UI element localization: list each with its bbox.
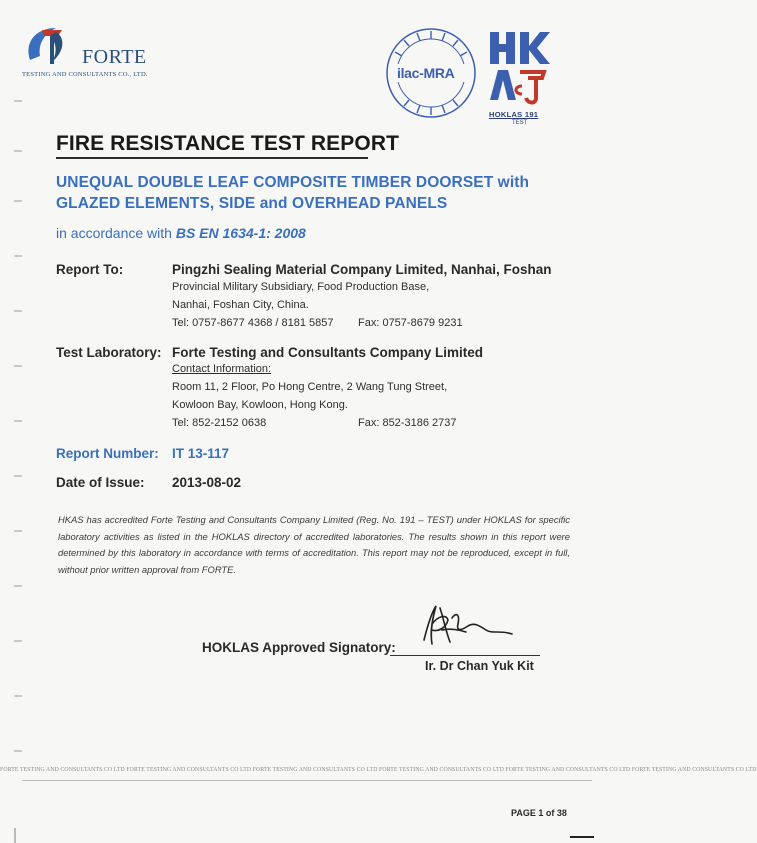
- binding-mark: [14, 585, 22, 587]
- report-to-fax: Fax: 0757-8679 9231: [358, 317, 463, 329]
- contact-info-heading: Contact Information:: [172, 363, 272, 375]
- corner-mark: [570, 836, 594, 838]
- standard-reference: BS EN 1634-1: 2008: [175, 225, 306, 241]
- report-to-tel: Tel: 0757-8677 4368 / 8181 5857: [172, 317, 334, 329]
- title-underline: [56, 157, 368, 159]
- footer-watermark-strip: FORTE TESTING AND CONSULTANTS CO LTD FORTE TESTING AND CONSULTANTS CO LTD FORTE TESTING AND CONSULTANTS CO LTD FORTE TESTING AND CONSULTANTS CO LTD FORTE TESTING AND CONSULTANTS CO LTD FORTE TESTING AND CONSULTANTS CO LTD: [0, 767, 757, 773]
- report-number-value: IT 13-117: [172, 446, 230, 461]
- company-subtitle: TESTING AND CONSULTANTS CO., LTD.: [22, 71, 148, 78]
- binding-mark: [14, 530, 22, 532]
- lab-tel: Tel: 852-2152 0638: [172, 417, 267, 429]
- footer-divider: [22, 780, 592, 781]
- standard-prefix: in accordance with: [56, 225, 172, 241]
- left-edge-mark: [14, 828, 16, 843]
- binding-mark: [14, 255, 22, 257]
- report-to-name: Pingzhi Sealing Material Company Limited, Nanhai, Foshan: [172, 262, 552, 277]
- hoklas-test-label: TEST: [512, 120, 528, 126]
- report-number-label: Report Number:: [56, 446, 159, 461]
- signatory-name: Ir. Dr Chan Yuk Kit: [425, 659, 534, 673]
- report-to-address-line1: Provincial Military Subsidiary, Food Production Base,: [172, 281, 430, 293]
- ilac-mra-seal: [385, 27, 477, 119]
- lab-fax: Fax: 852-3186 2737: [358, 417, 457, 429]
- company-logo-text: FORTE: [82, 46, 147, 68]
- report-to-label: Report To:: [56, 262, 124, 277]
- binding-mark: [14, 310, 22, 312]
- test-laboratory-name: Forte Testing and Consultants Company Limited: [172, 345, 484, 360]
- binding-mark: [14, 150, 22, 152]
- date-of-issue-label: Date of Issue:: [56, 475, 145, 490]
- standard-line: [56, 225, 306, 241]
- binding-mark: [14, 750, 22, 752]
- report-title: FIRE RESISTANCE TEST REPORT: [56, 132, 400, 155]
- signature-line: [390, 655, 540, 656]
- binding-mark: [14, 475, 22, 477]
- test-laboratory-label: Test Laboratory:: [56, 345, 162, 360]
- date-of-issue-value: 2013-08-02: [172, 475, 242, 490]
- flame-globe-icon: [22, 22, 82, 70]
- hkas-hoklas-block: [484, 28, 562, 126]
- binding-mark: [14, 200, 22, 202]
- binding-mark: [14, 365, 22, 367]
- hoklas-id: HOKLAS 191: [489, 110, 539, 119]
- product-title-line1: UNEQUAL DOUBLE LEAF COMPOSITE TIMBER DOORSET with: [56, 174, 530, 191]
- hkas-logo-graphic: [484, 28, 562, 108]
- page-number: PAGE 1 of 38: [511, 808, 567, 818]
- lab-address-line2: Kowloon Bay, Kowloon, Hong Kong.: [172, 399, 348, 411]
- report-to-address-line2: Nanhai, Foshan City, China.: [172, 299, 309, 311]
- forte-logo: [22, 22, 182, 82]
- binding-mark: [14, 420, 22, 422]
- ilac-seal-text: ilac-MRA: [397, 65, 455, 81]
- binding-mark: [14, 100, 22, 102]
- binding-mark: [14, 695, 22, 697]
- accreditation-disclaimer: HKAS has accredited Forte Testing and Consultants Company Limited (Reg. No. 191 – TEST) under HOKLAS for specific laboratory activities as listed in the HOKLAS directory of accredited laboratories. The results shown in this report were determined by this laboratory in accordance with terms of accreditation. This report may not be reproduced, except in full, without prior written approval from FORTE.: [58, 514, 570, 575]
- product-title-line2: GLAZED ELEMENTS, SIDE and OVERHEAD PANELS: [56, 195, 448, 212]
- binding-mark: [14, 640, 22, 642]
- handwritten-signature: [402, 600, 532, 650]
- lab-address-line1: Room 11, 2 Floor, Po Hong Centre, 2 Wang Tung Street,: [172, 381, 448, 393]
- signatory-label: HOKLAS Approved Signatory:: [202, 640, 396, 655]
